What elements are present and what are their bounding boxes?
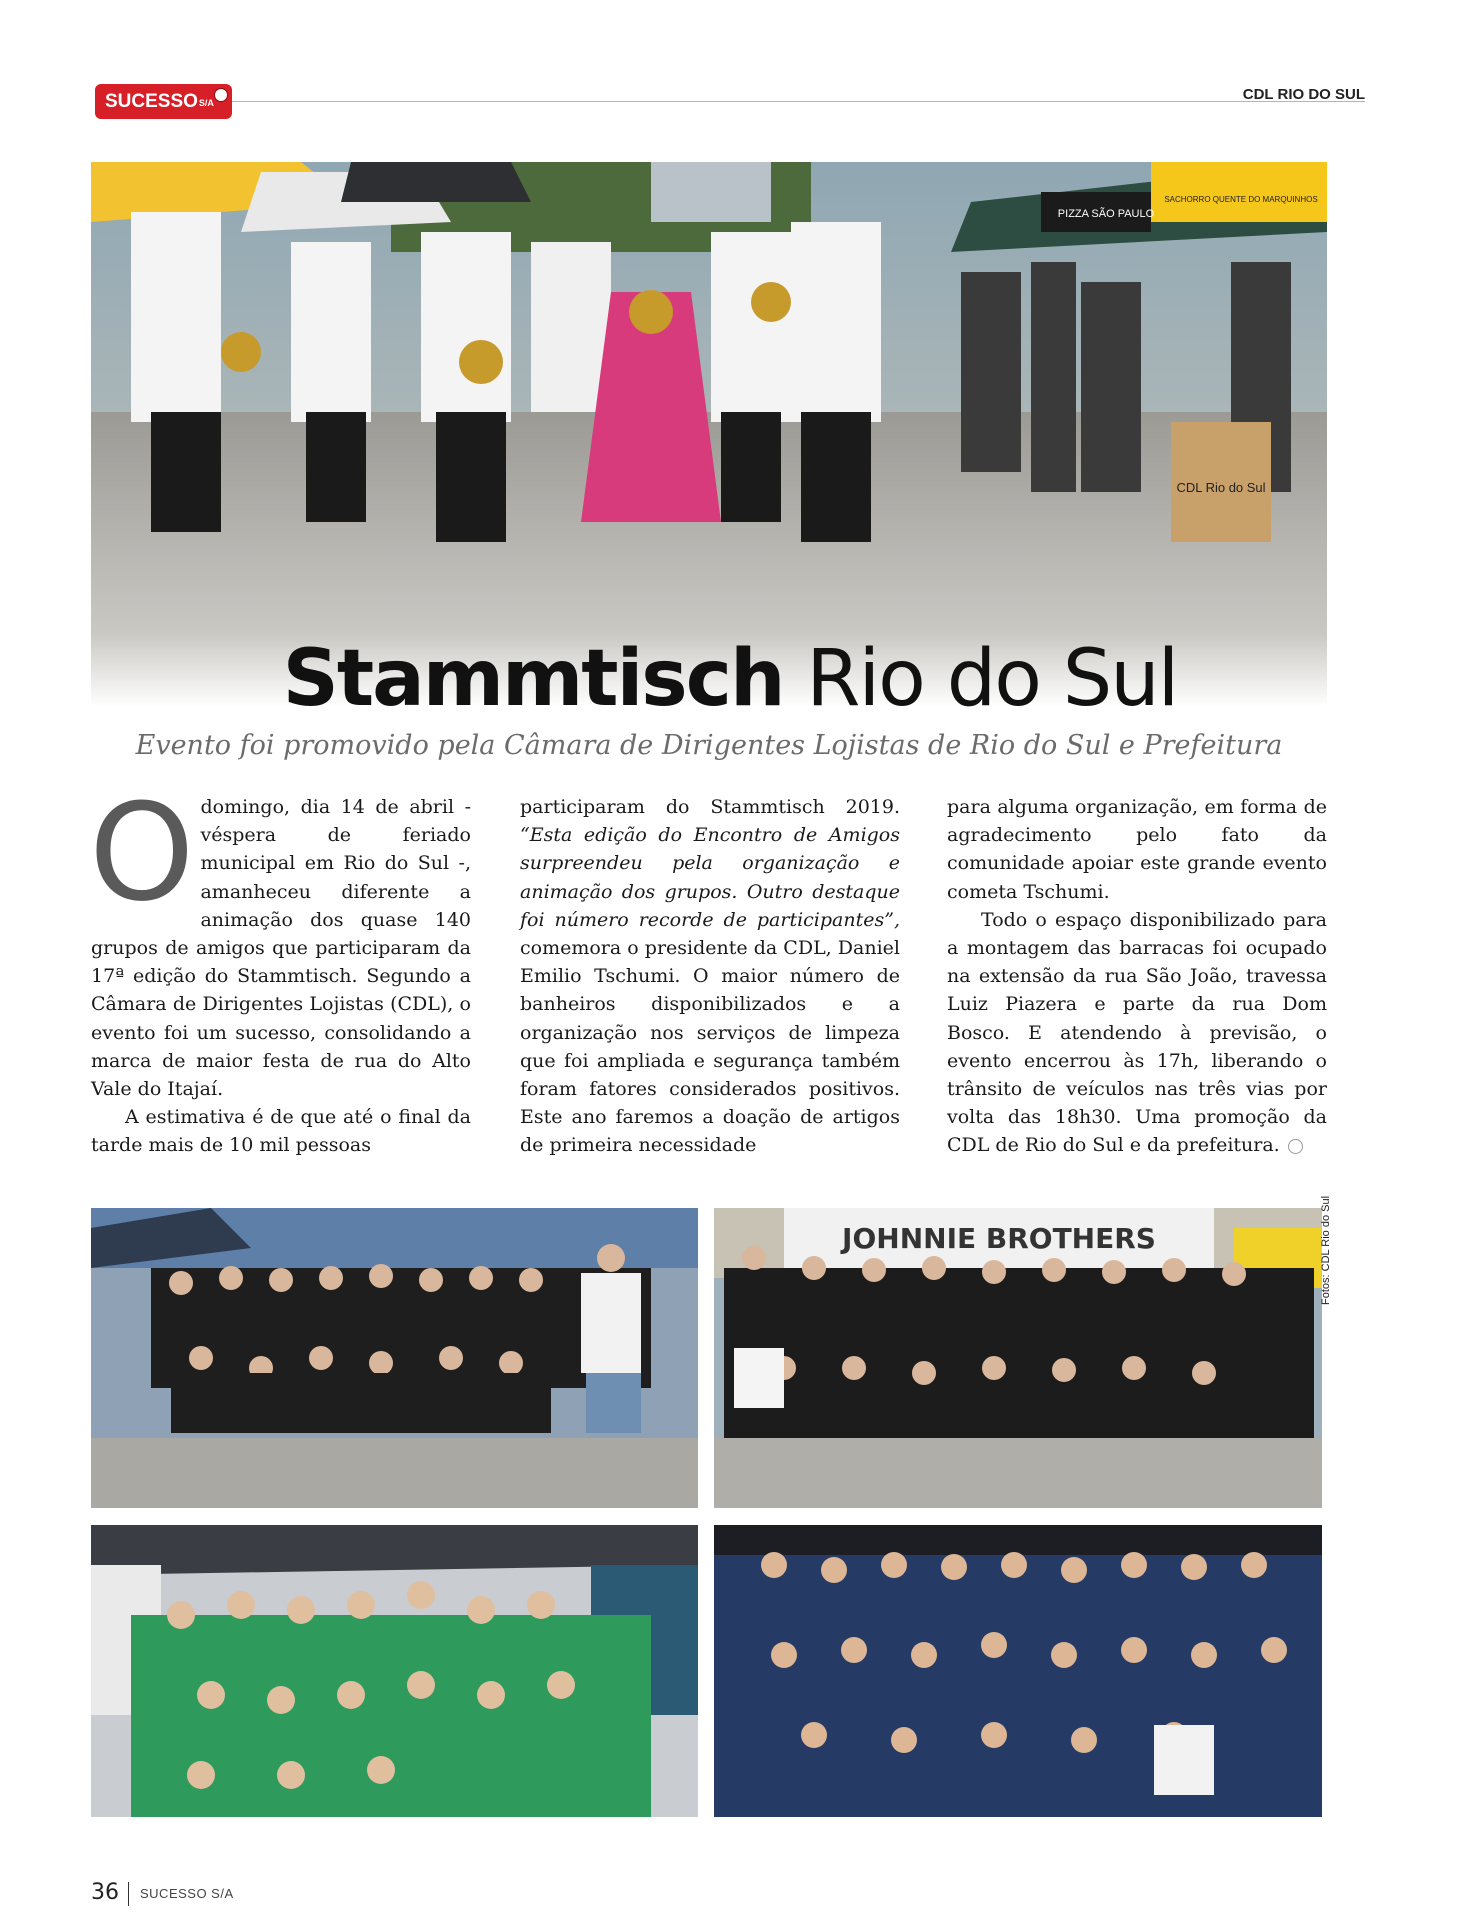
globe-icon [214, 88, 228, 102]
title-bold: Stammtisch [282, 634, 784, 724]
header-rule [95, 101, 1365, 102]
paragraph: A estimativa é de que até o final da tarde mais de 10 mil pessoas [91, 1106, 471, 1157]
article-subtitle: Evento foi promovido pela Câmara de Dirigentes Lojistas de Rio do Sul e Prefeitura [135, 730, 1283, 761]
hero-banner-left: PIZZA SÃO PAULO [1057, 208, 1155, 220]
hero-photo-band-parade [91, 162, 1327, 707]
group-photo-johnnie-brothers [714, 1208, 1322, 1508]
hero-banner-right: SACHORRO QUENTE DO MARQUINHOS [1164, 195, 1318, 204]
article-column-3 [947, 793, 1327, 1160]
section-label: CDL RIO DO SUL [1242, 86, 1365, 103]
paragraph: para alguma organização, em forma de agradecimento pelo fato da comunidade apoiar este grande evento cometa Tschumi. [947, 796, 1327, 903]
group-photo-navy-shirts [714, 1525, 1322, 1817]
text-run: Todo o espaço disponibilizado para a montagem das barracas foi ocupado na extensão da rua São João, travessa Luiz Piazera e parte da rua Dom Bosco. E atendendo à previsão, o evento encerrou às 17h, liberando o trânsito de veículos nas três vias por volta das 18h30. Uma promoção da CDL de Rio do Sul e da prefeitura. [947, 908, 1327, 1157]
group-photo-black-shirts [91, 1208, 698, 1508]
paragraph [947, 906, 1327, 1160]
logo-text: SUCESSO [105, 91, 198, 112]
article-column-1 [89, 775, 471, 1160]
logo-suffix: S/A [198, 98, 214, 108]
group-photo-green-shirts [91, 1525, 698, 1817]
paragraph: domingo, dia 14 de abril - véspera de feriado municipal em Rio do Sul -, amanheceu diferente a animação dos quase 140 grupos de amigos que participaram da 17ª edição do Stammtisch. Segundo a Câmara de Dirigentes Lojistas (CDL), o evento foi um sucesso, consolidando a marca de maior festa de rua do Alto Vale do Itajaí. [91, 796, 471, 1101]
page-number: 36 [91, 1880, 119, 1905]
title-regular: Rio do Sul [783, 634, 1178, 724]
drop-cap: O [89, 775, 195, 931]
article-column-2 [520, 793, 900, 1160]
johnnie-brothers-banner: JOHNNIE BROTHERS [842, 1222, 1156, 1255]
president-quote: “Esta edição do Encontro de Amigos surpreendeu pela organização e animação dos grupos. Outro destaque foi número recorde de participantes”, [520, 824, 900, 931]
end-of-article-icon [1288, 1139, 1303, 1154]
footer-divider [128, 1882, 129, 1906]
footer-magazine-name: SUCESSO S/A [140, 1886, 234, 1901]
text-run: participaram do Stammtisch 2019. [520, 796, 900, 818]
paragraph [520, 793, 900, 1160]
text-run: comemora o presidente da CDL, Daniel Emilio Tschumi. O maior número de banheiros disponibilizados e a organização nos serviços de limpeza que foi ampliada e segurança também foram fatores considerados positivos. Este ano faremos a doação de artigos de primeira necessidade [520, 937, 900, 1157]
photo-credit: Fotos: CDL Rio do Sul [1320, 1195, 1332, 1305]
hero-box-label: CDL Rio do Sul [1176, 480, 1266, 495]
article-title [0, 633, 1460, 725]
magazine-logo [95, 84, 232, 119]
